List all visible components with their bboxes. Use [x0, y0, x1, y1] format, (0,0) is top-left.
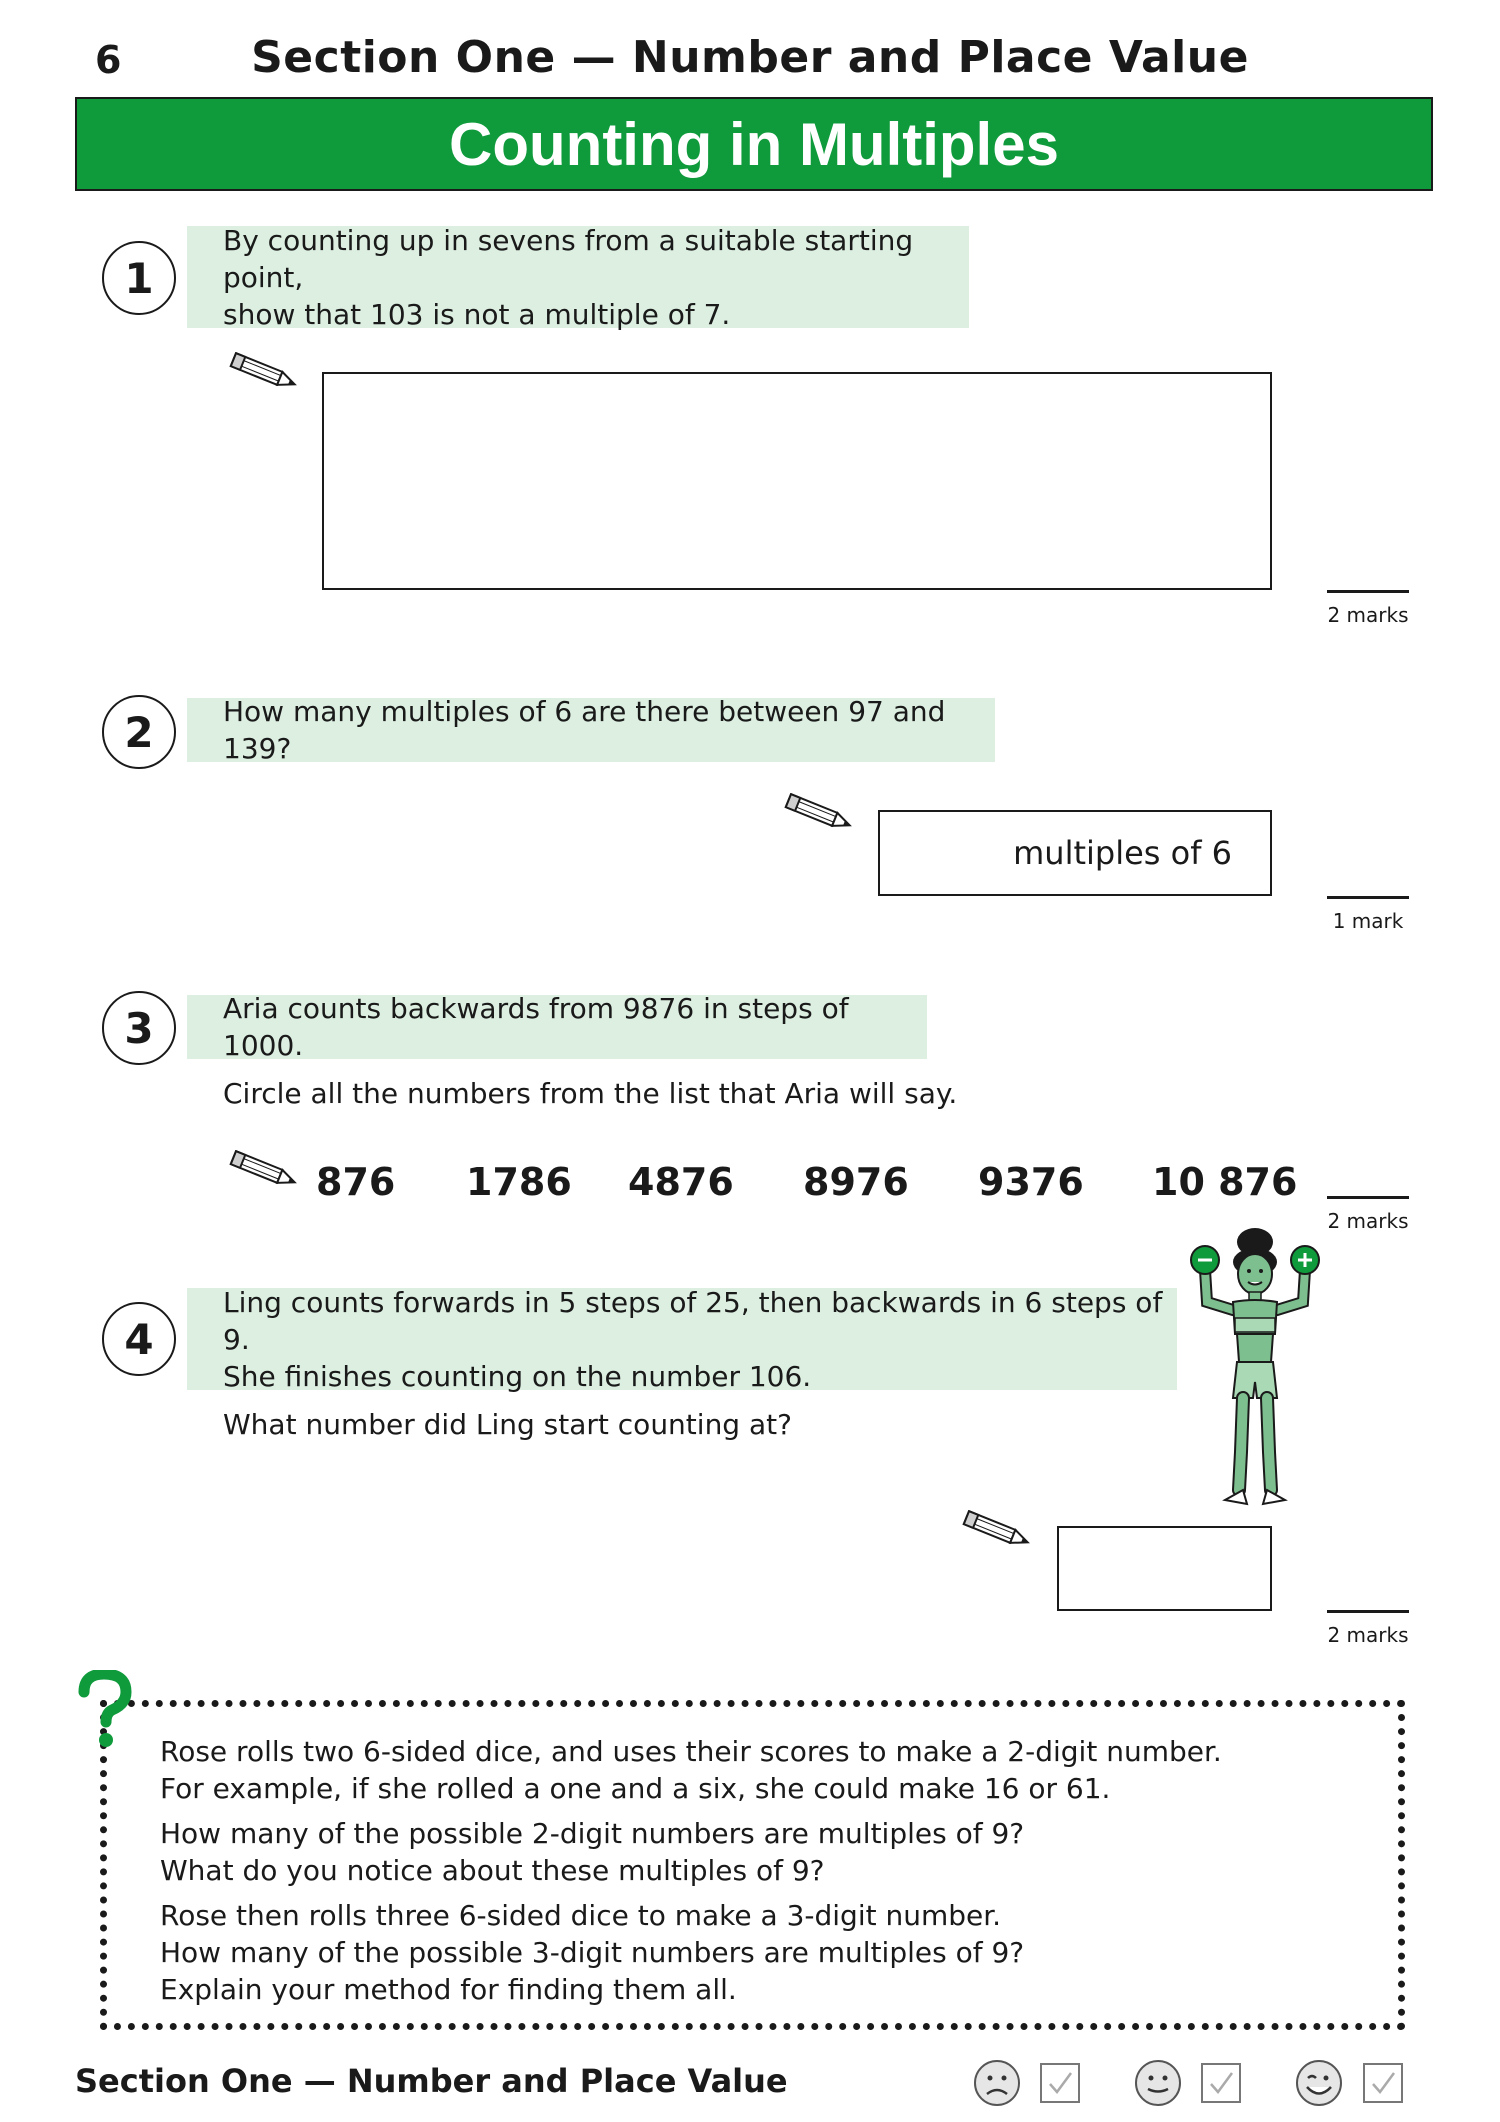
question-3-instruction: Circle all the numbers from the list that Aria will say.	[223, 1077, 958, 1110]
question-4-answer-box[interactable]	[1057, 1526, 1272, 1611]
challenge-line: Rose then rolls three 6-sided dice to make a 3-digit number.	[160, 1899, 1002, 1932]
challenge-line: For example, if she rolled a one and a six, she could make 16 or 61.	[160, 1772, 1111, 1805]
question-2-answer-suffix: multiples of 6	[1013, 834, 1232, 872]
challenge-line: How many of the possible 3-digit numbers are multiples of 9?	[160, 1936, 1025, 1969]
sad-face-icon[interactable]	[972, 2058, 1022, 2108]
question-3-box	[187, 992, 927, 1062]
question-2-box	[187, 695, 995, 765]
question-2-answer-box[interactable]	[878, 810, 1272, 896]
tick-box-1[interactable]	[1040, 2063, 1080, 2103]
pencil-icon	[225, 352, 303, 392]
page-title: Counting in Multiples	[449, 110, 1059, 178]
neutral-face-icon[interactable]	[1133, 2058, 1183, 2108]
question-mark-icon	[74, 1670, 134, 1750]
option-876[interactable]: 876	[316, 1160, 396, 1204]
question-1-marks: 2 marks	[1327, 603, 1409, 627]
tick-box-3[interactable]	[1363, 2063, 1403, 2103]
question-4-line-2: She finishes counting on the number 106.	[223, 1359, 812, 1393]
tick-icon	[1045, 2068, 1075, 2098]
question-number-4: 4	[102, 1302, 176, 1376]
page-number: 6	[95, 38, 122, 82]
pencil-icon	[225, 1150, 303, 1190]
option-4876[interactable]: 4876	[628, 1160, 734, 1204]
pencil-icon	[780, 793, 858, 833]
question-1-line-2: show that 103 is not a multiple of 7.	[223, 297, 731, 331]
question-3-marks: 2 marks	[1327, 1209, 1409, 1233]
question-4-box	[187, 1285, 1177, 1393]
question-2-marks-line	[1327, 896, 1409, 899]
question-2-line-1: How many multiples of 6 are there between 97 and 139?	[223, 695, 946, 765]
footer-section-title: Section One — Number and Place Value	[75, 2062, 788, 2100]
question-number-2: 2	[102, 695, 176, 769]
question-number-1: 1	[102, 241, 176, 315]
option-9376[interactable]: 9376	[978, 1160, 1084, 1204]
question-2-marks: 1 mark	[1332, 909, 1404, 933]
challenge-paragraph-2	[160, 1815, 1024, 1889]
challenge-line: Explain your method for finding them all.	[160, 1973, 737, 2006]
happy-face-icon[interactable]	[1294, 2058, 1344, 2108]
question-1-box	[187, 223, 969, 331]
question-4-instruction: What number did Ling start counting at?	[223, 1408, 792, 1441]
question-number-3: 3	[102, 991, 176, 1065]
section-title: Section One — Number and Place Value	[251, 32, 1249, 83]
question-4-marks: 2 marks	[1327, 1623, 1409, 1647]
option-10876[interactable]: 10 876	[1152, 1160, 1298, 1204]
challenge-line: What do you notice about these multiples of 9?	[160, 1854, 825, 1887]
option-1786[interactable]: 1786	[466, 1160, 572, 1204]
question-1-line-1: By counting up in sevens from a suitable starting point,	[223, 223, 914, 294]
question-4-marks-line	[1327, 1610, 1409, 1613]
tick-icon	[1368, 2068, 1398, 2098]
title-banner	[75, 97, 1433, 191]
weightlifter-illustration	[1185, 1222, 1325, 1517]
challenge-line: Rose rolls two 6-sided dice, and uses their scores to make a 2-digit number.	[160, 1735, 1222, 1768]
tick-icon	[1206, 2068, 1236, 2098]
challenge-paragraph-1	[160, 1733, 1222, 1807]
challenge-paragraph-3	[160, 1897, 1024, 2008]
question-3-line-1: Aria counts backwards from 9876 in steps of 1000.	[223, 992, 849, 1062]
question-1-answer-box[interactable]	[322, 372, 1272, 590]
question-3-marks-line	[1327, 1196, 1409, 1199]
tick-box-2[interactable]	[1201, 2063, 1241, 2103]
option-8976[interactable]: 8976	[803, 1160, 909, 1204]
question-4-line-1: Ling counts forwards in 5 steps of 25, then backwards in 6 steps of 9.	[223, 1285, 1163, 1356]
question-1-marks-line	[1327, 590, 1409, 593]
pencil-icon	[958, 1510, 1036, 1550]
challenge-line: How many of the possible 2-digit numbers are multiples of 9?	[160, 1817, 1025, 1850]
